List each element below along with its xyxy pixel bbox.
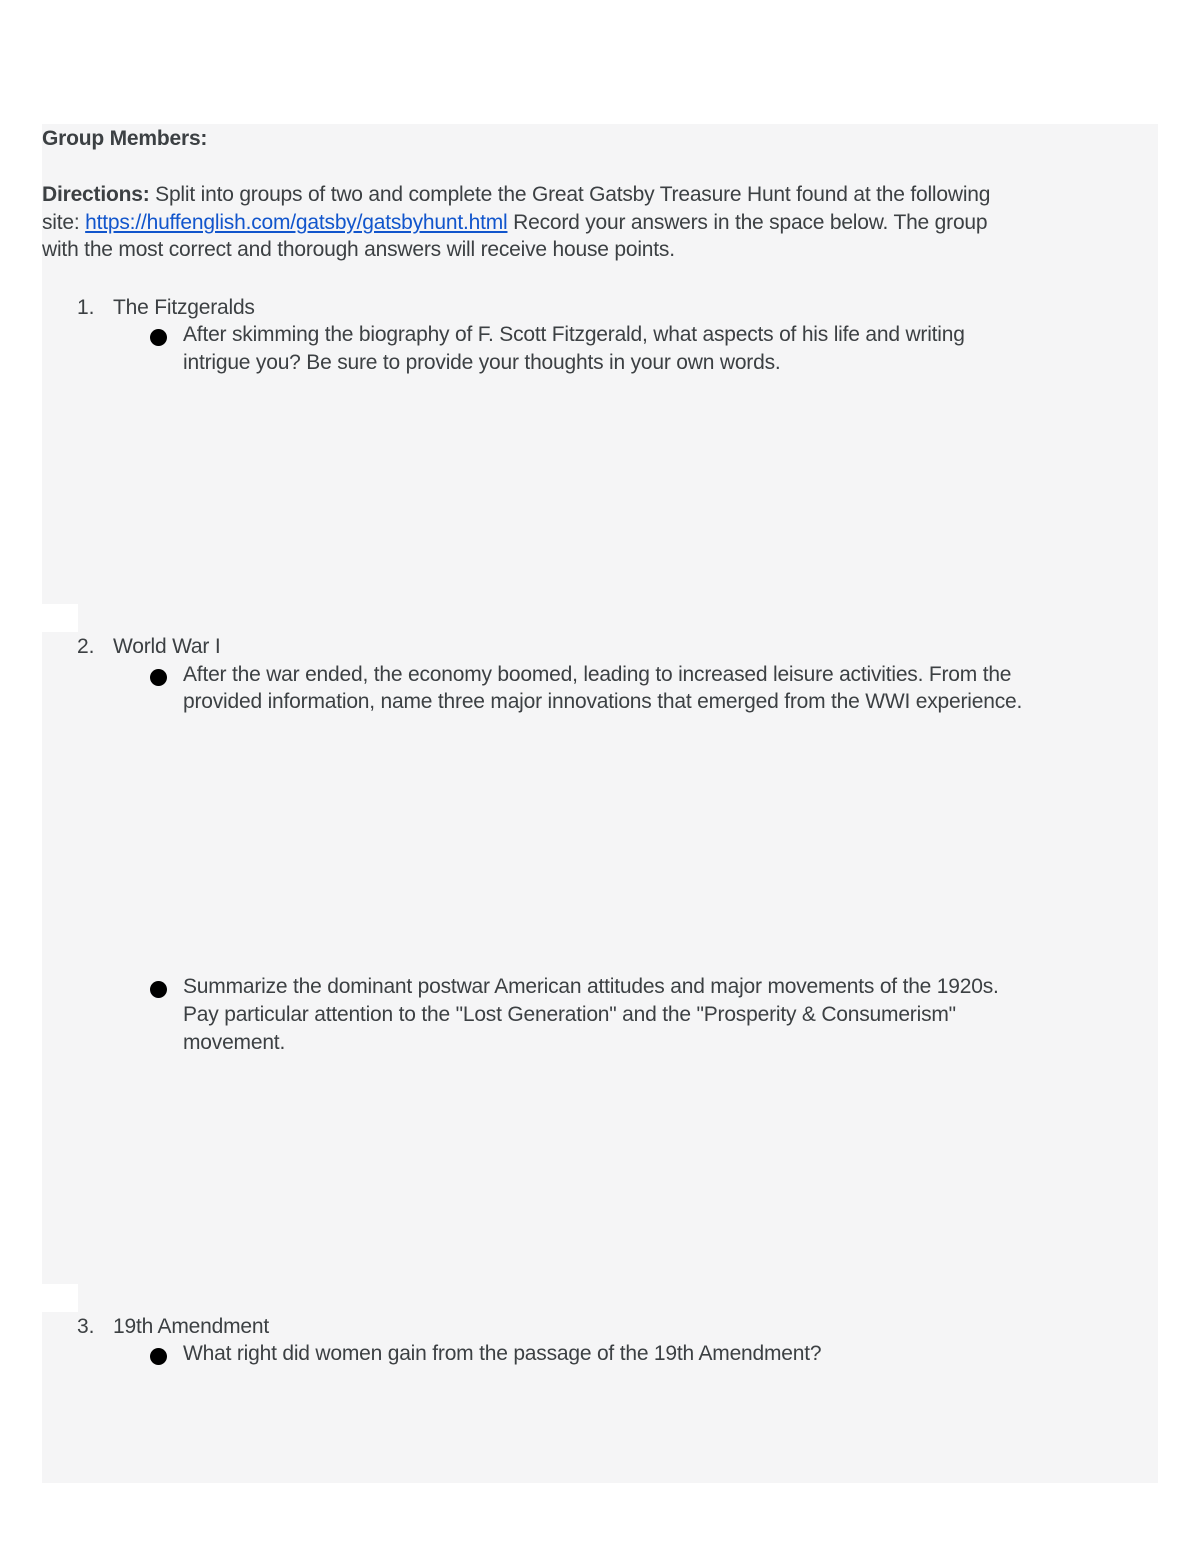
directions-line-2 <box>42 209 987 237</box>
site-prefix: site: <box>42 211 86 234</box>
question-line: What right did women gain from the passage of the 19th Amendment? <box>183 1342 822 1365</box>
question-line: After the war ended, the economy boomed, leading to increased leisure activities. From the <box>183 663 1012 686</box>
directions-label: Directions: <box>42 183 150 206</box>
bullet-dot-icon <box>150 669 167 686</box>
directions-line-1 <box>42 181 990 209</box>
question-line: movement. <box>183 1031 286 1054</box>
bullet-dot-icon <box>150 1348 167 1365</box>
question-line: After skimming the biography of F. Scott Fitzgerald, what aspects of his life and writing <box>183 323 965 346</box>
section-title: The Fitzgeralds <box>113 296 255 319</box>
directions-line-3: with the most correct and thorough answers will receive house points. <box>42 238 675 261</box>
question-line: Summarize the dominant postwar American attitudes and major movements of the 1920s. <box>183 975 999 998</box>
layout-notch <box>42 604 78 632</box>
directions-text: Split into groups of two and complete the Great Gatsby Treasure Hunt found at the following <box>149 183 991 206</box>
group-members-label: Group Members: <box>42 127 208 150</box>
section-number: 2. <box>77 635 95 658</box>
layout-notch <box>42 1284 78 1312</box>
section-number: 1. <box>77 296 95 319</box>
treasure-hunt-link[interactable]: https://huffenglish.com/gatsby/gatsbyhunt.html <box>85 211 508 234</box>
section-title: World War I <box>113 635 221 658</box>
question-line: Pay particular attention to the "Lost Generation" and the "Prosperity & Consumerism" <box>183 1003 956 1026</box>
directions-text-after-link: Record your answers in the space below. The group <box>507 211 988 234</box>
bullet-dot-icon <box>150 329 167 346</box>
section-number: 3. <box>77 1315 95 1338</box>
section-title: 19th Amendment <box>113 1315 269 1338</box>
question-line: intrigue you? Be sure to provide your thoughts in your own words. <box>183 351 781 374</box>
question-line: provided information, name three major innovations that emerged from the WWI experience. <box>183 690 1023 713</box>
bullet-dot-icon <box>150 981 167 998</box>
